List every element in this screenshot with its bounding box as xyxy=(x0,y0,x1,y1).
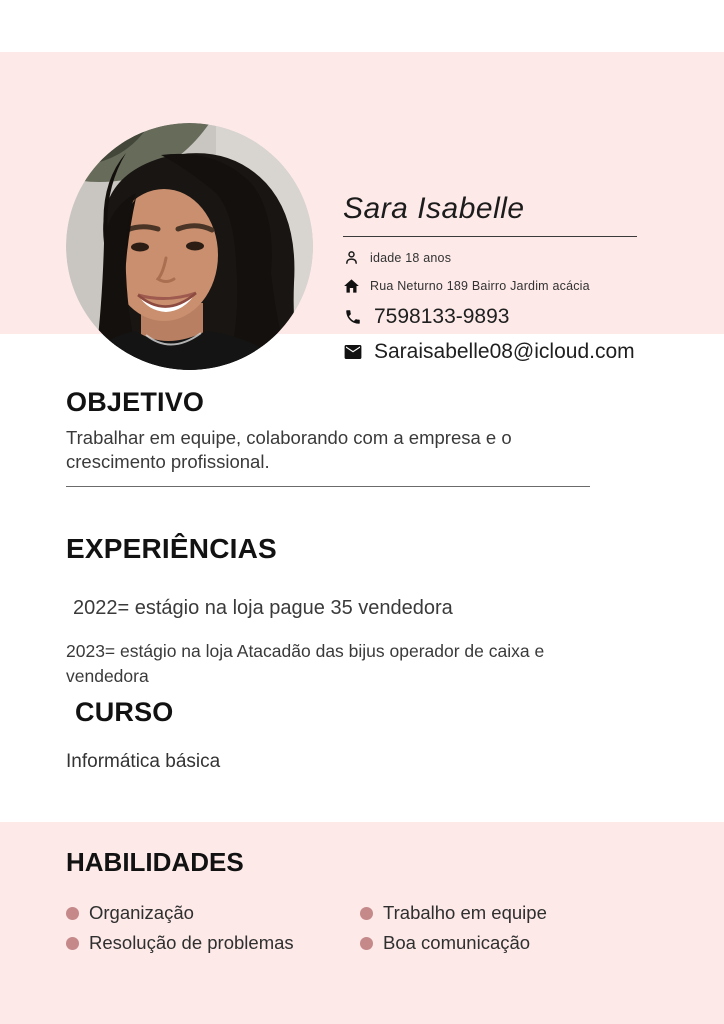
header-band xyxy=(0,52,724,363)
skills-grid xyxy=(66,898,626,958)
person-name: Sara Isabelle xyxy=(343,192,525,225)
contact-age-text: idade 18 anos xyxy=(370,250,452,265)
section-title-experiencias: EXPERIÊNCIAS xyxy=(66,533,277,564)
skill-label: Trabalho em equipe xyxy=(383,902,547,923)
skill-item xyxy=(360,932,626,954)
skill-label: Boa comunicação xyxy=(383,932,531,953)
contact-row-address xyxy=(343,278,673,294)
contact-row-age xyxy=(343,250,673,265)
bullet-icon xyxy=(66,907,79,920)
skill-label: Resolução de problemas xyxy=(89,932,294,953)
contact-email-text: Saraisabelle08@icloud.com xyxy=(374,340,635,363)
bullet-icon xyxy=(360,937,373,950)
bullet-icon xyxy=(360,907,373,920)
contact-row-phone xyxy=(343,305,673,329)
objetivo-text: Trabalhar em equipe, colaborando com a empresa e o crescimento profissional. xyxy=(66,427,512,473)
bullet-icon xyxy=(66,937,79,950)
contact-address-text: Rua Neturno 189 Bairro Jardim acácia xyxy=(370,279,590,293)
section-divider xyxy=(66,486,590,487)
skill-item xyxy=(66,902,360,924)
skill-item xyxy=(66,932,360,954)
skills-band xyxy=(0,822,724,1024)
section-title-habilidades: HABILIDADES xyxy=(66,847,244,877)
skill-label: Organização xyxy=(89,902,194,923)
email-icon xyxy=(343,345,362,359)
experience-item: 2023= estágio na loja Atacadão das bijus operador de caixa e vendedora xyxy=(66,641,545,687)
section-title-objetivo: OBJETIVO xyxy=(66,387,205,417)
phone-icon xyxy=(343,308,362,326)
person-icon xyxy=(343,250,360,265)
name-underline xyxy=(343,236,637,237)
profile-photo-illustration xyxy=(66,123,313,370)
header-info xyxy=(343,192,673,364)
profile-photo xyxy=(66,123,313,370)
section-title-curso: CURSO xyxy=(75,697,174,727)
contact-phone-text: 7598133-9893 xyxy=(374,305,510,328)
skill-item xyxy=(360,902,626,924)
experience-item: 2022= estágio na loja pague 35 vendedora xyxy=(73,597,453,619)
contact-row-email xyxy=(343,340,673,364)
curso-text: Informática básica xyxy=(66,751,221,772)
home-icon xyxy=(343,278,360,294)
